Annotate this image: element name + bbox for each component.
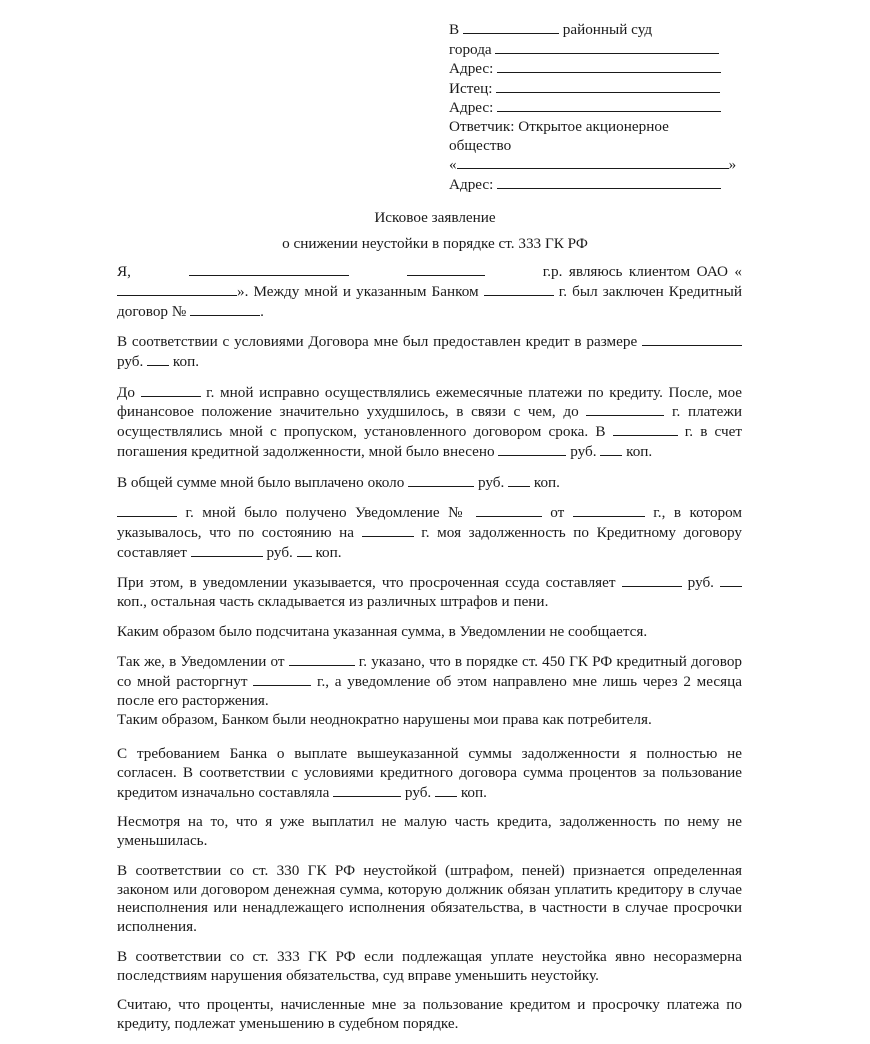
late-payments-date-blank[interactable] (586, 402, 664, 416)
notice-date-blank[interactable] (573, 503, 645, 517)
paragraph-7: Каким образом было подсчитана указанная сумма, в Уведомлении не сообщается. (117, 622, 648, 640)
interest-kopecks-blank[interactable] (435, 783, 457, 797)
paragraph-1: Я, г.р. являюсь клиентом ОАО «». Между мной и указанным Банком г. был заключен Кредитный договор № . (117, 263, 743, 320)
notice-date-2-blank[interactable] (289, 652, 355, 666)
paragraph-2: В соответствии с условиями Договора мне был предоставлен кредит в размере руб. коп. (117, 332, 742, 372)
plaintiff-line: Истец: (449, 79, 749, 99)
document-subtitle: о снижении неустойки в порядке ст. 333 ГК РФ (282, 235, 588, 252)
credit-amount-blank[interactable] (642, 332, 742, 346)
address1-blank[interactable] (497, 59, 721, 73)
court-blank[interactable] (463, 20, 559, 34)
total-paid-blank[interactable] (408, 473, 474, 487)
paragraph-4: В общей сумме мной было выплачено около руб. коп. (117, 473, 560, 491)
regular-payments-date-blank[interactable] (141, 383, 201, 397)
defendant-line: Ответчик: Открытое акционерное (449, 117, 669, 135)
paragraph-11: В соответствии со ст. 330 ГК РФ неустойкой (штрафом, пеней) признается определенная законом или договором денежная сумма, которую должник обязан уплатить кредитору в случае неисполнения или ненадлежащего исполнения обязательства, в частности в случае просрочки исполнения. (117, 861, 742, 936)
debt-amount-blank[interactable] (191, 543, 263, 557)
overdue-loan-amount-blank[interactable] (622, 573, 682, 587)
interest-amount-blank[interactable] (333, 783, 401, 797)
contract-number-blank[interactable] (190, 302, 260, 316)
payment-kopecks-blank[interactable] (600, 442, 622, 456)
contract-date-blank[interactable] (484, 282, 554, 296)
notice-received-date-blank[interactable] (117, 503, 177, 517)
paragraph-12: В соответствии со ст. 333 ГК РФ если подлежащая уплате неустойка явно несоразмерна последствиям нарушения обязательства, суд вправе уменьшить неустойку. (117, 947, 742, 984)
plaintiff-blank[interactable] (496, 79, 720, 93)
city-line: города (449, 40, 749, 60)
debt-kopecks-blank[interactable] (297, 543, 312, 557)
document-body (117, 262, 742, 1044)
paragraph-5: г. мной было получено Уведомление № от г., в котором указывалось, что по состоянию на г. моя задолженность по Кредитному договору составляет руб. коп. (117, 504, 743, 561)
defendant-line-2: общество (449, 136, 512, 154)
document-title: Исковое заявление (374, 209, 496, 226)
payment-date-blank[interactable] (613, 422, 678, 436)
credit-kopecks-blank[interactable] (147, 352, 169, 366)
payment-amount-blank[interactable] (498, 442, 566, 456)
defendant-name-line: « » (449, 156, 737, 174)
address2-blank[interactable] (497, 98, 721, 112)
paragraph-3: До г. мной исправно осуществлялись ежемесячные платежи по кредиту. После, мое финансовое положение значительно ухудшилось, в связи с чем, до г. платежи осуществлялись мной с пропуском, установленного договором срока. В г. в счет погашения кредитной задолженности, мной было внесено руб. коп. (117, 383, 743, 461)
court-line: В районный суд (449, 21, 653, 38)
paragraph-8: Так же, в Уведомлении от г. указано, что в порядке ст. 450 ГК РФ кредитный договор со мной расторгнут г., а уведомление об этом направлено мне лишь через 2 месяца после его расторжения. Таким образом, Банком были неоднократно нарушены мои права как потребителя. (117, 653, 743, 728)
termination-date-blank[interactable] (253, 672, 311, 686)
paragraph-6: При этом, в уведомлении указывается, что просроченная ссуда составляет руб. коп., остальная часть складывается из различных штрафов и пени. (117, 573, 742, 612)
paragraph-10: Несмотря на то, что я уже выплатил не малую часть кредита, задолженность по нему не уменьшилась. (117, 813, 742, 850)
address3-blank[interactable] (497, 175, 721, 189)
bank-name-blank[interactable] (117, 282, 237, 296)
paragraph-9: С требованием Банка о выплате вышеуказанной суммы задолженности я полностью не согласен. В соответствии с условиями кредитного договора сумма процентов за пользование кредитом изначально составляла руб. коп. (117, 745, 742, 801)
full-name-blank[interactable] (189, 262, 349, 276)
addressee-block (449, 20, 749, 194)
birth-year-blank[interactable] (407, 262, 485, 276)
paragraph-13: Считаю, что проценты, начисленные мне за пользование кредитом и просрочку платежа по кредиту, подлежат уменьшению в судебном порядке. (117, 996, 742, 1032)
notice-number-blank[interactable] (476, 503, 542, 517)
address2-line: Адрес: (449, 98, 749, 118)
total-paid-kopecks-blank[interactable] (508, 473, 530, 487)
address1-line: Адрес: (449, 59, 749, 79)
overdue-loan-kopecks-blank[interactable] (720, 573, 742, 587)
debt-as-of-date-blank[interactable] (362, 523, 414, 537)
address3-line: Адрес: (449, 175, 749, 195)
city-blank[interactable] (495, 40, 719, 54)
defendant-name-blank[interactable] (457, 155, 729, 169)
